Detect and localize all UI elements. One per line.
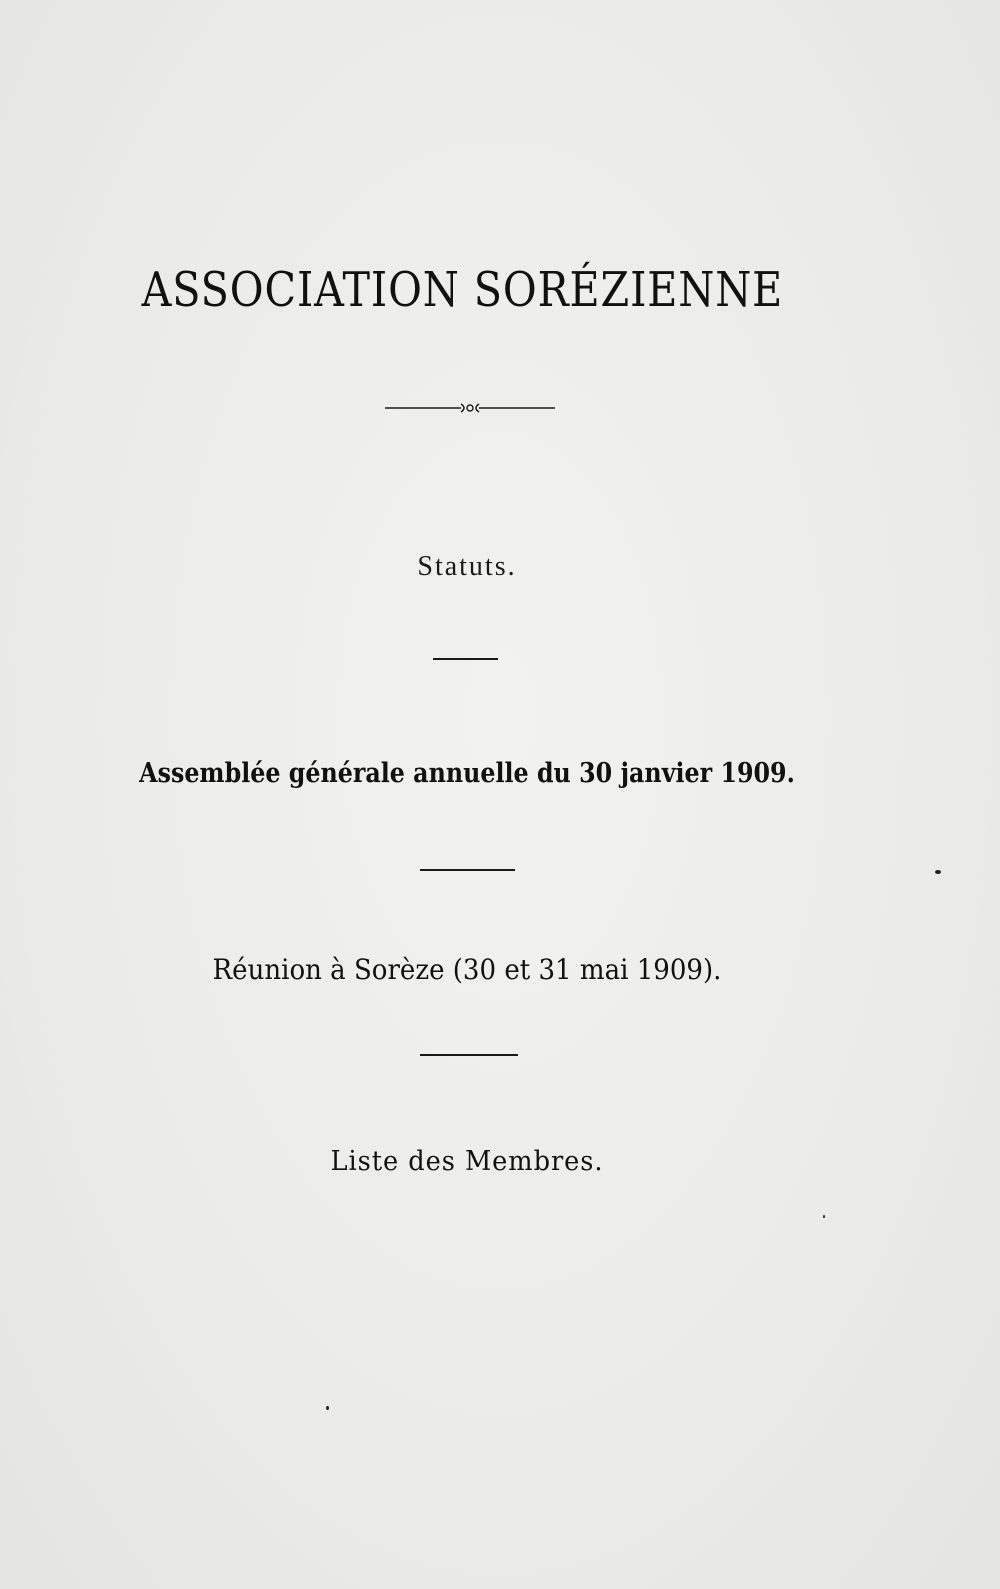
fleuron-divider-icon bbox=[385, 402, 555, 414]
ink-speck bbox=[823, 1215, 825, 1218]
ink-speck bbox=[326, 1406, 329, 1410]
section-assemblee-generale: Assemblée générale annuelle du 30 janvier 1909. bbox=[139, 758, 795, 789]
ornament-right-curl bbox=[476, 404, 479, 412]
divider-rule bbox=[433, 658, 498, 660]
section-statuts: Statuts. bbox=[417, 551, 517, 582]
section-liste-membres: Liste des Membres. bbox=[330, 1146, 604, 1177]
document-title: ASSOCIATION SORÉZIENNE bbox=[141, 262, 784, 318]
ink-speck bbox=[935, 870, 941, 874]
ornament-left-curl bbox=[461, 404, 464, 412]
divider-rule bbox=[420, 869, 515, 871]
ornament-center-loop bbox=[467, 405, 473, 411]
divider-rule bbox=[420, 1054, 518, 1056]
section-reunion-soreze: Réunion à Sorèze (30 et 31 mai 1909). bbox=[212, 953, 722, 986]
